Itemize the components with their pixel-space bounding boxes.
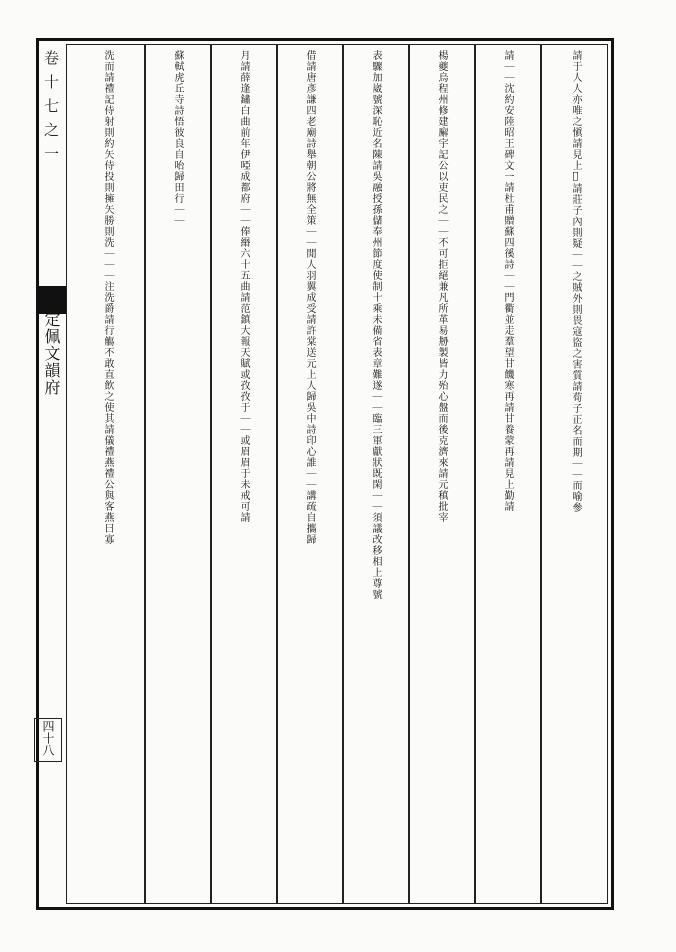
text-column-2: 請｜｜沈約安陸昭王碑文一請杜甫贈蘇四徯詩｜｜門衢並走羣望甘饑寒再請甘養蒙再請見上勤請 (502, 50, 513, 512)
column-rule (342, 44, 344, 904)
column-rule (276, 44, 278, 904)
text-column-3: 楊夔烏程州修建廨宇記公以吏民之｜｜不可拒絕兼凡所革易刱製皆力殆心盤而後克濟來請元稹批宰 (436, 50, 447, 523)
inner-border (66, 44, 608, 904)
text-column-4: 表驟加崴號深恥近名陳請吳融授孫儲奉州節度使制十乘未備省表章難遂｜｜臨三軍獻狀既閑｜｜須議改移相上尊號 (370, 50, 381, 600)
column-rule (408, 44, 410, 904)
column-rule (144, 44, 146, 904)
book-title: 欽定佩文韻府 (42, 294, 61, 396)
text-column-8: 洗而請禮記侍射則約矢侍投則擁矢勝則洗｜｜｜注洗爵請行觴不敢直飲之使其請儀禮燕禮公與客燕曰寡 (102, 50, 113, 545)
text-column-7: 蘇軾虎丘寺詩悟彼良自咍歸田行｜｜ (172, 50, 183, 226)
column-rule (474, 44, 476, 904)
text-column-1: 請于人人亦唯之愼請見上𢿱請莊子內則疑｜｜之賊外則畏寇盜之害質請荀子正名而期｜｜而喻參 (570, 50, 581, 513)
text-column-6: 月請薛逢鏽白曲前年伊啞成都府｜｜俸緡六十五曲請范鎮大報天賦或孜孜于｜｜或眉眉于未戒可請 (238, 50, 249, 523)
spine-header: 卷十七之一 (42, 50, 60, 170)
column-rule (540, 44, 542, 904)
page-number: 四十八 (41, 720, 55, 756)
text-column-5: 借請唐彥謙四老廟詩舉朝公將無全策｜｜閒人羽翼成受請許棠送元上人歸吳中詩印心誰｜｜講疏自攜歸 (304, 50, 315, 545)
column-rule (210, 44, 212, 904)
